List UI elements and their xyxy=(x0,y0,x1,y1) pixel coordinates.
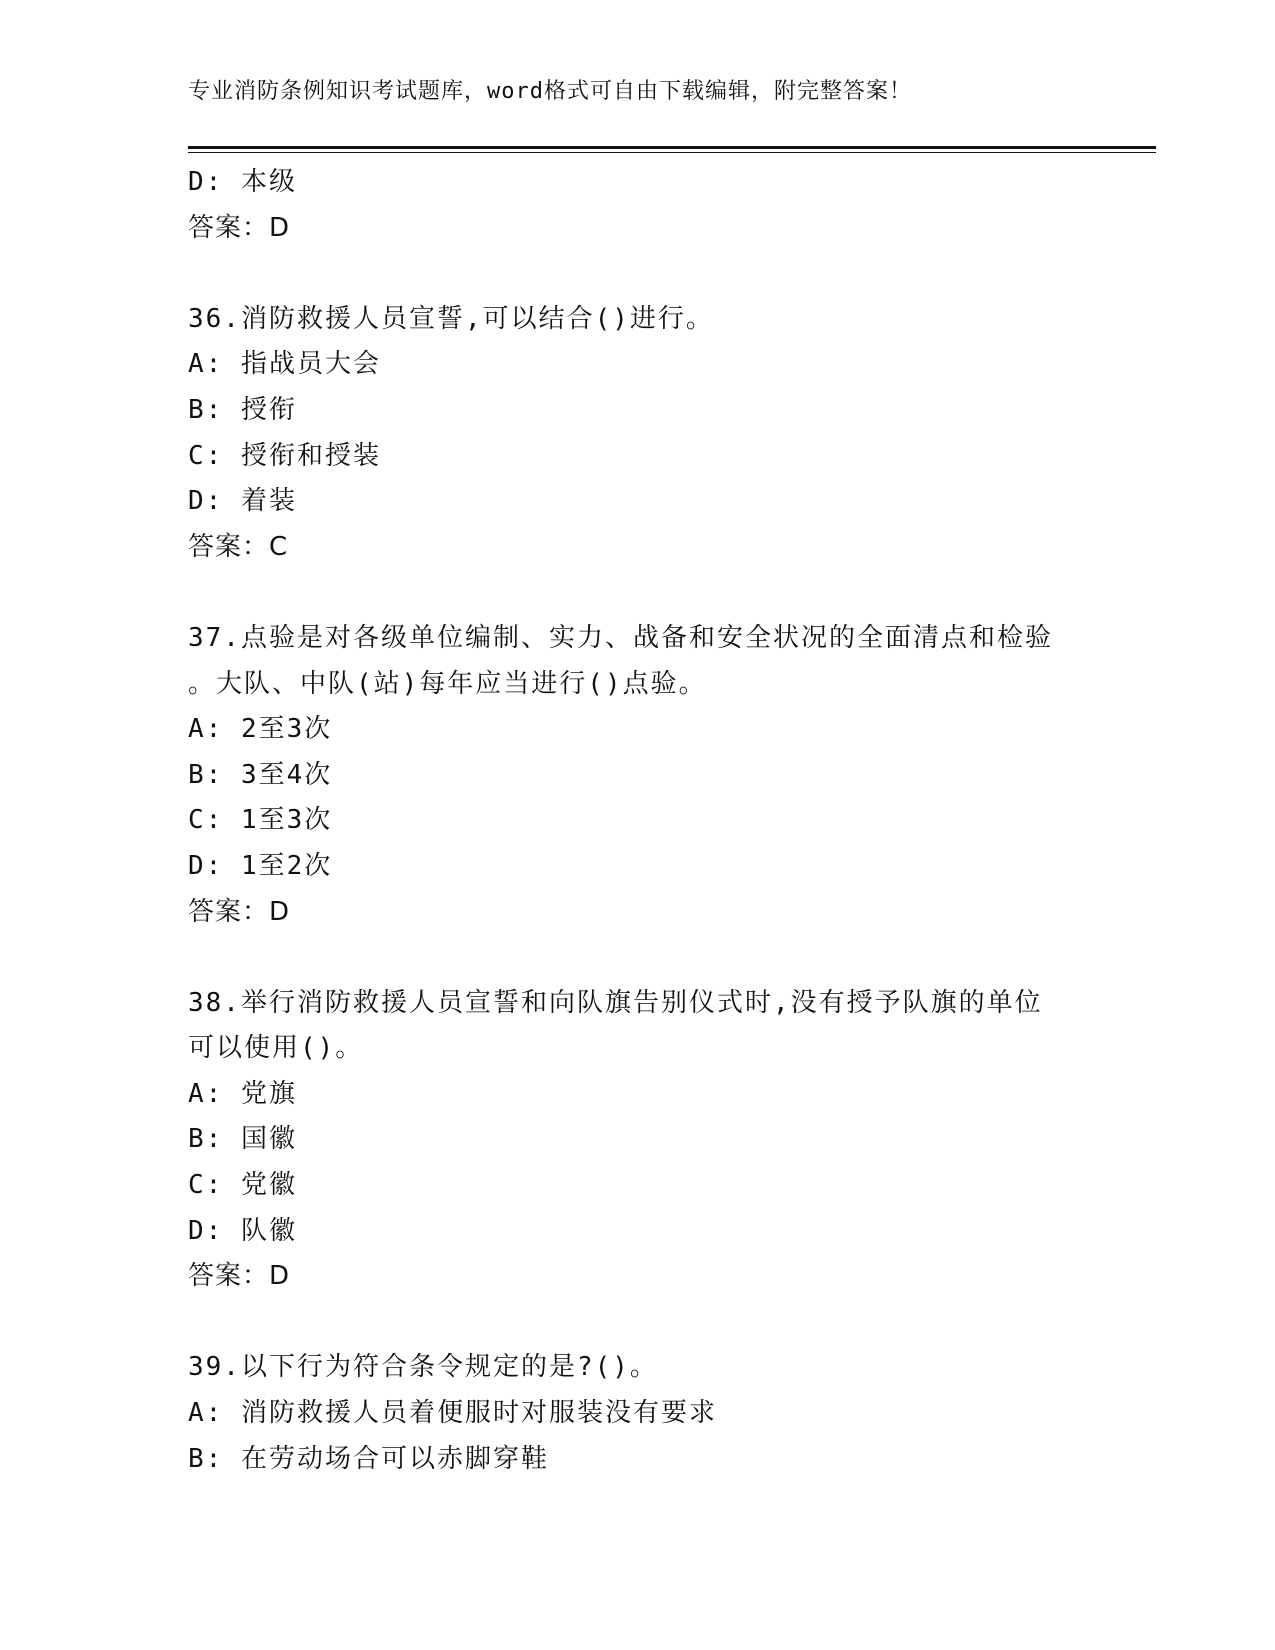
option-a: A: 消防救援人员着便服时对服装没有要求 xyxy=(188,1398,717,1429)
question-text: 36.消防救援人员宣誓,可以结合()进行。 xyxy=(188,303,714,334)
option-a: A: 指战员大会 xyxy=(188,349,381,380)
option-a: A: 2至3次 xyxy=(188,714,333,745)
header-rule-thin xyxy=(188,152,1156,153)
option-d: D: 本级 xyxy=(188,167,297,197)
option-b: B: 授衔 xyxy=(188,394,297,425)
header-rule-thick xyxy=(188,146,1156,149)
answer: 答案：D xyxy=(188,1261,291,1292)
question-text-continued: 。大队、中队(站)每年应当进行()点验。 xyxy=(188,668,707,699)
question-text: 39.以下行为符合条令规定的是?()。 xyxy=(188,1352,658,1383)
option-b: B: 国徽 xyxy=(188,1124,297,1155)
option-a: A: 党旗 xyxy=(188,1078,297,1109)
question-text: 37.点验是对各级单位编制、实力、战备和安全状况的全面清点和检验 xyxy=(188,622,1053,653)
document-body xyxy=(188,160,1088,1482)
question-text: 38.举行消防救援人员宣誓和向队旗告别仪式时,没有授予队旗的单位 xyxy=(188,987,1043,1018)
question-36 xyxy=(188,297,1088,571)
question-37 xyxy=(188,616,1088,935)
option-b: B: 在劳动场合可以赤脚穿鞋 xyxy=(188,1443,549,1474)
option-b: B: 3至4次 xyxy=(188,759,333,790)
answer: 答案：D xyxy=(188,212,291,243)
question-text-continued: 可以使用()。 xyxy=(188,1033,364,1064)
page-header: 专业消防条例知识考试题库，word格式可自由下载编辑，附完整答案！ xyxy=(188,79,912,104)
option-d: D: 1至2次 xyxy=(188,850,333,881)
option-c: C: 党徽 xyxy=(188,1170,297,1201)
option-c: C: 1至3次 xyxy=(188,805,333,836)
option-c: C: 授衔和授装 xyxy=(188,440,381,471)
question-39 xyxy=(188,1345,1088,1482)
option-d: D: 队徽 xyxy=(188,1215,297,1246)
question-38 xyxy=(188,981,1088,1300)
answer: 答案：D xyxy=(188,896,291,927)
option-d: D: 着装 xyxy=(188,486,297,517)
answer: 答案：C xyxy=(188,531,289,562)
